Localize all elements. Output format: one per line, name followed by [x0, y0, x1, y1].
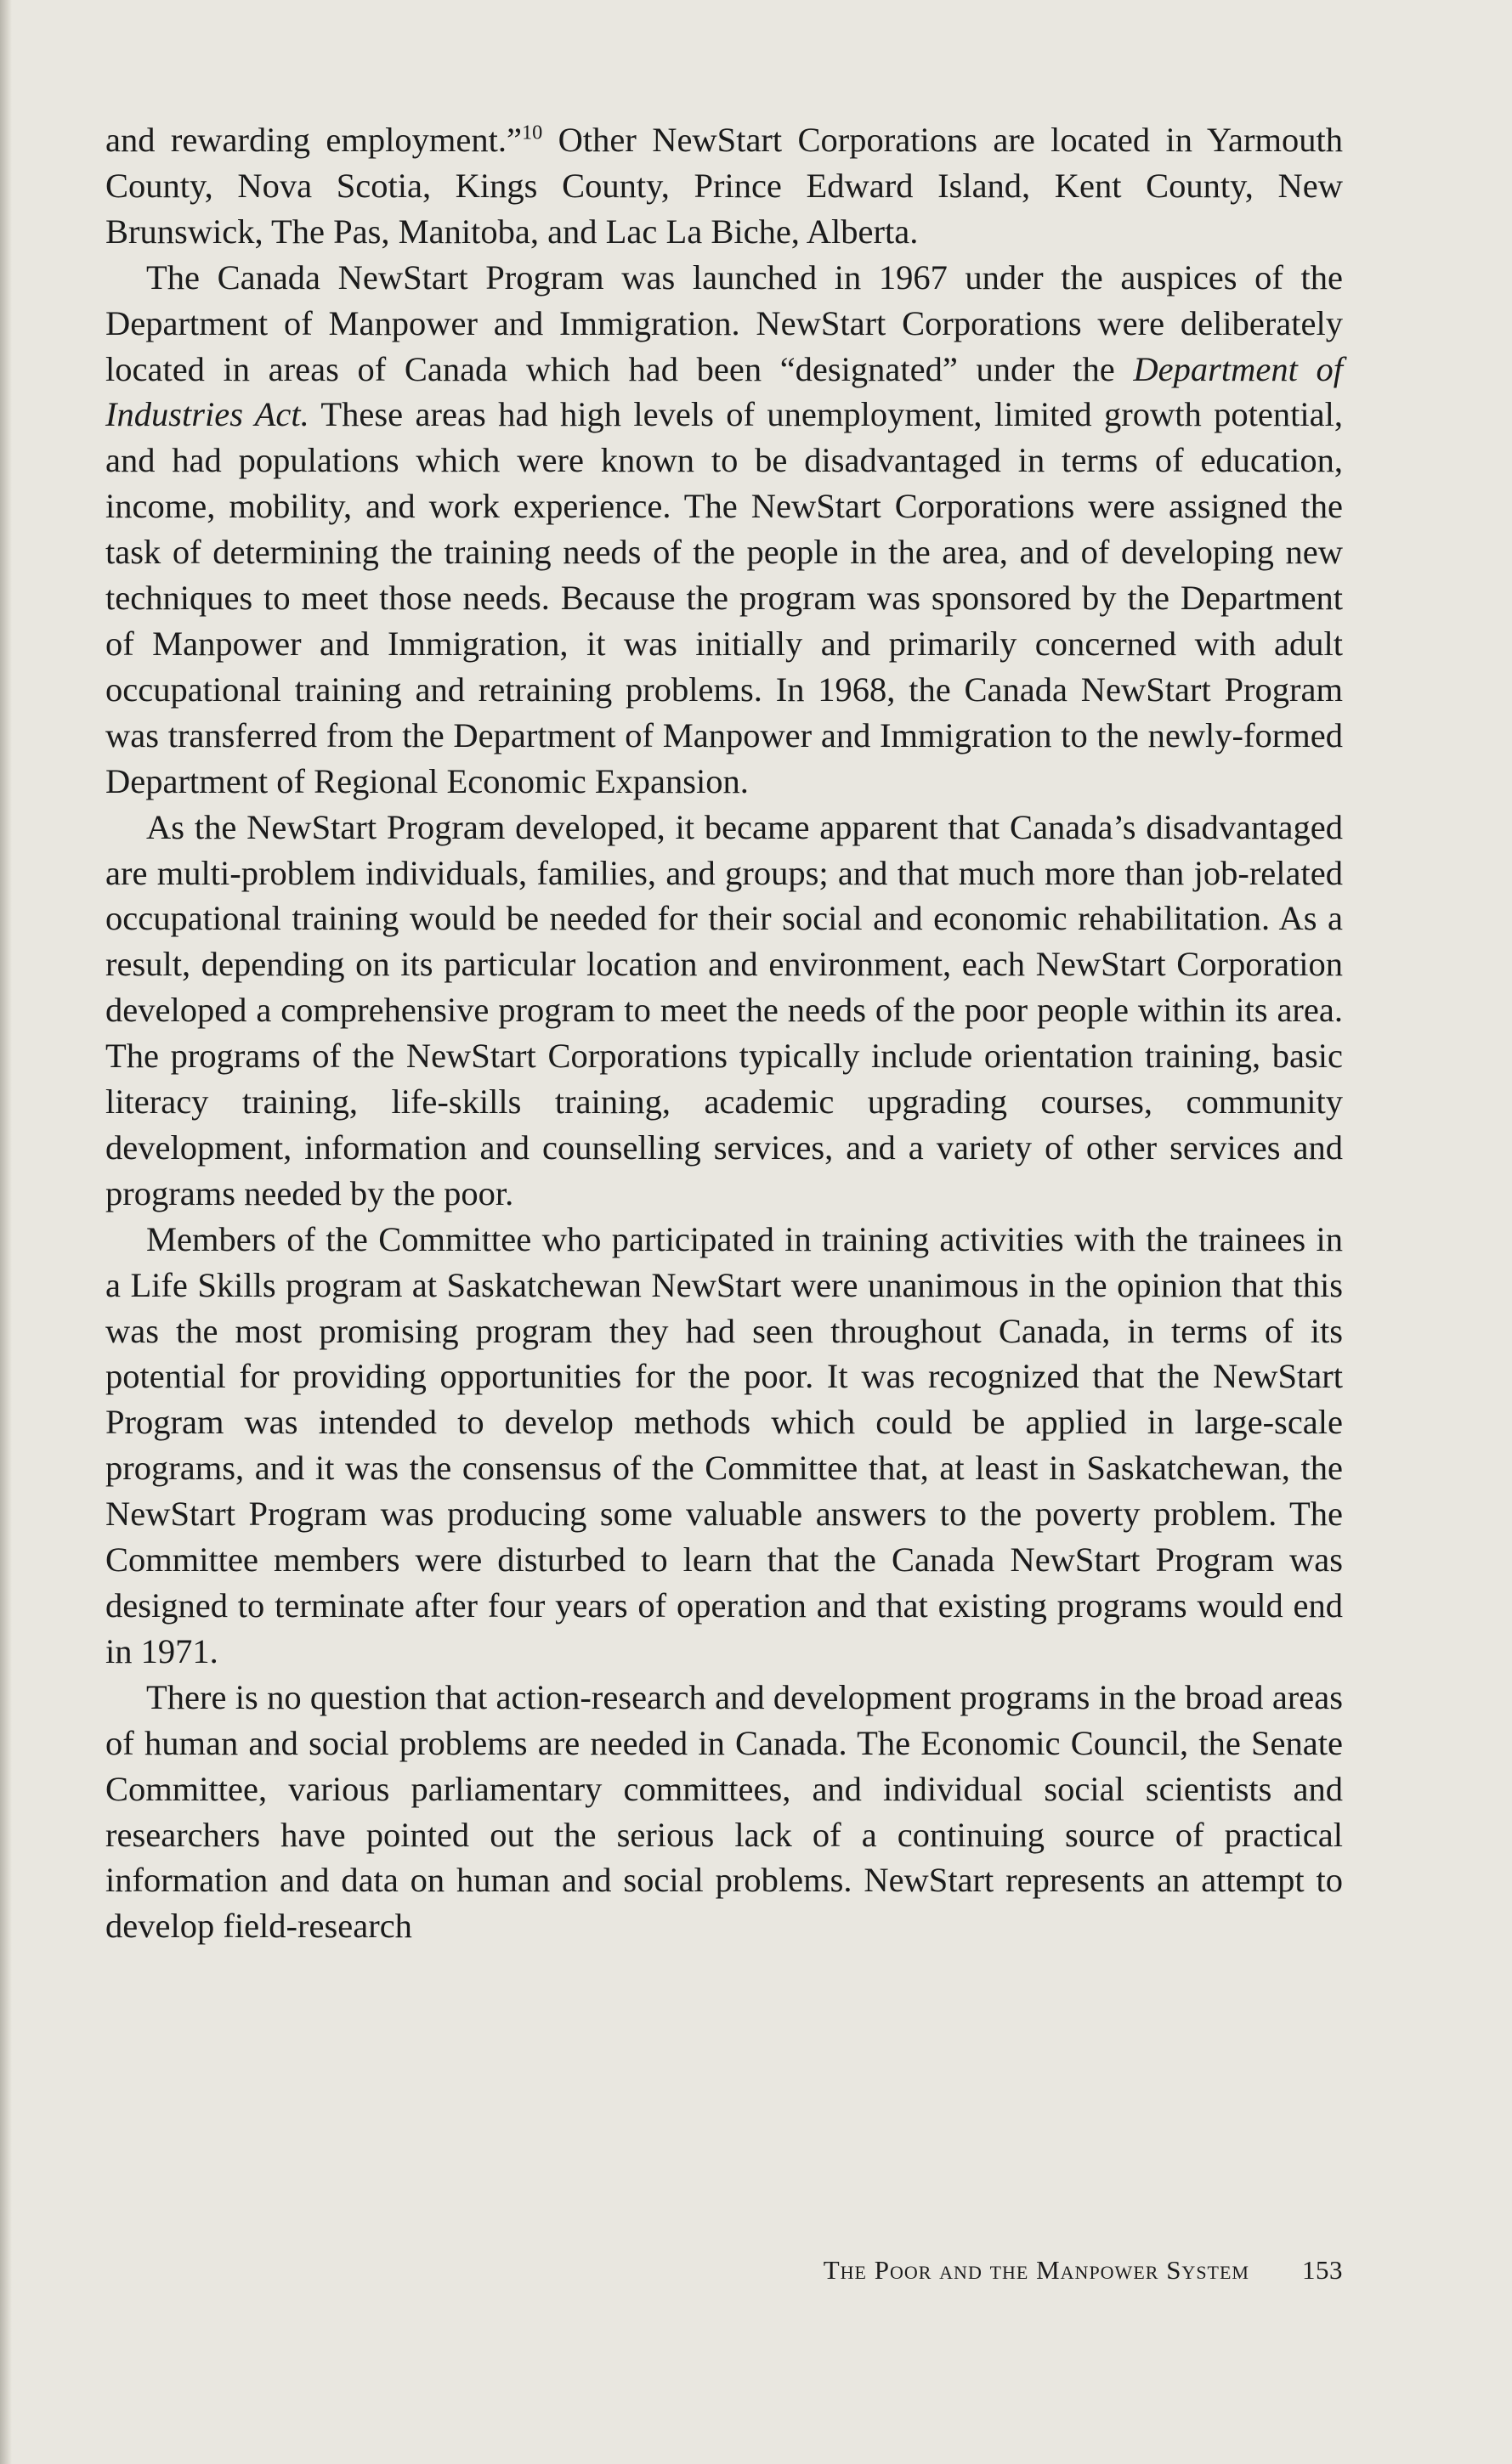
paragraph-2: The Canada NewStart Program was launched in 1967 under the auspices of the Department of Manpower and Immigration. NewStart Corporations were deliberately located in areas of Canada which had been “designated” under the Department of Industries Act. These areas had high levels of unemployment, limited growth potential, and had populations which were known to be disadvantaged in terms of education, income, mobility, and work experience. The NewStart Corporations were assigned the task of determining the training needs of the people in the area, and of developing new techniques to meet those needs. Because the program was sponsored by the Department of Manpower and Immigration, it was initially and primarily concerned with adult occupational training and retraining problems. In 1968, the Canada NewStart Program was transferred from the Department of Manpower and Immigration to the newly-formed Department of Regional Economic Expansion.	[105, 257, 1343, 800]
paragraph-3: As the NewStart Program developed, it became apparent that Canada’s disadvantaged are multi-problem individuals, families, and groups; and that much more than job-related occupational training would be needed for their social and economic rehabilitation. As a result, depending on its particular location and environment, each NewStart Corporation developed a comprehensive program to meet the needs of the poor people within its area. The programs of the NewStart Corporations typically include orientation training, basic literacy training, life-skills training, academic upgrading courses, community development, information and counselling services, and a variety of other services and programs needed by the poor.	[105, 807, 1343, 1212]
footnote-reference: 10	[521, 121, 543, 144]
act-title: Department of Industries Act.	[105, 349, 1343, 434]
paragraph-1: and rewarding employment.”$^{10}$ Other NewStart Corporations are located in Yarmouth County, Nova Scotia, Kings County, Prince Edward Island, Kent County, New Brunswick, The Pas, Manitoba, and Lac La Biche, Alberta.	[105, 121, 1343, 251]
paragraph-5: There is no question that action-research and development programs in the broad areas of human and social problems are needed in Canada. The Economic Council, the Senate Committee, various parliamentary committees, and individual social scientists and researchers have pointed out the serious lack of a continuing source of practical information and data on human and social problems. NewStart represents an attempt to develop field-research	[105, 1677, 1343, 1946]
running-head: The Poor and the Manpower System	[823, 2255, 1249, 2285]
paragraph-4: Members of the Committee who participated in training activities with the trainees in a Life Skills program at Saskatchewan NewStart were unanimous in the opinion that this was the most promising program they had seen throughout Canada, in terms of its potential for providing opportunities for the poor. It was recognized that the NewStart Program was intended to develop methods which could be applied in large-scale programs, and it was the consensus of the Committee that, at least in Saskatchewan, the NewStart Program was producing some valuable answers to the poverty problem. The Committee members were disturbed to learn that the Canada NewStart Program was designed to terminate after four years of operation and that existing programs would end in 1971.	[105, 1219, 1343, 1670]
page-footer	[105, 2255, 1343, 2286]
body-text	[105, 117, 1343, 1949]
page-number: 153	[1302, 2255, 1343, 2285]
page-binding-edge	[0, 0, 12, 2464]
